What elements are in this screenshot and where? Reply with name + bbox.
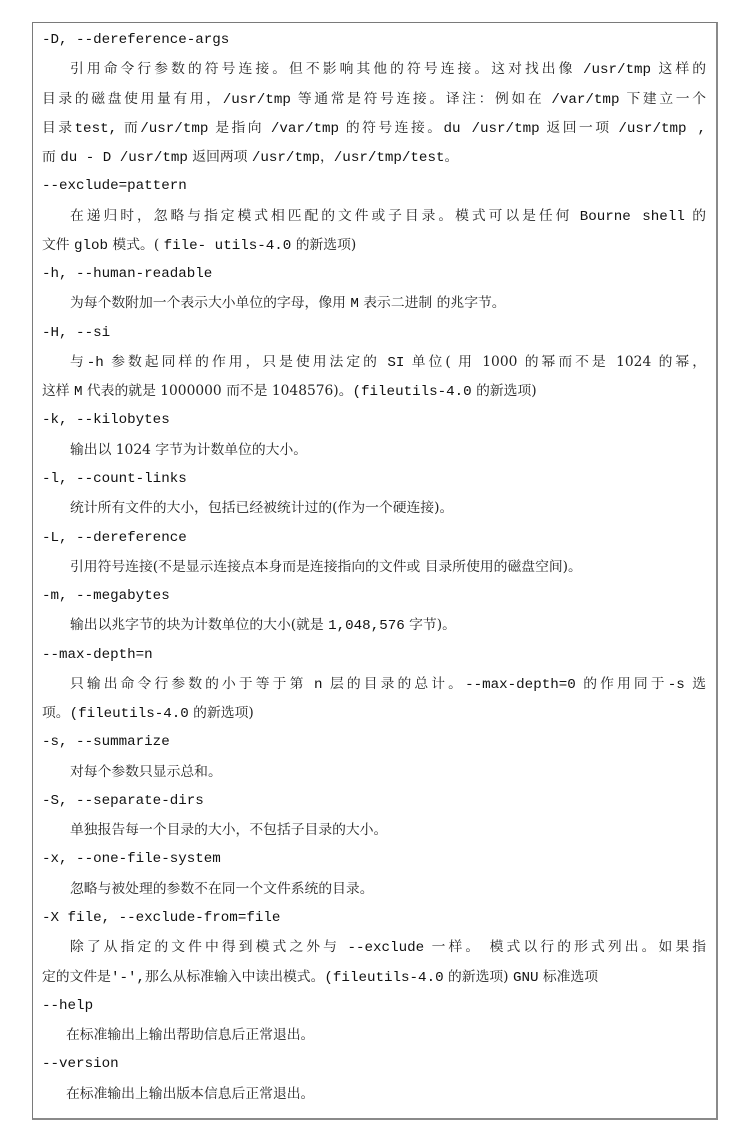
option-description-line	[42, 377, 706, 406]
text: 在标准输出上输出版本信息后正常退出。	[66, 1085, 315, 1102]
option-description-line	[42, 611, 706, 640]
text: 只输出命令行参数的小于等于第	[70, 675, 314, 692]
code-text: --exclude	[347, 940, 425, 957]
code-text: -s	[667, 676, 685, 693]
code-text: -h, --human-readable	[42, 266, 213, 283]
option-flag-line	[42, 728, 706, 757]
text: 字节)。	[404, 617, 456, 634]
code-text: M	[73, 384, 83, 401]
text: 这样	[42, 383, 74, 400]
code-text: /usr/tmp ,	[618, 120, 706, 137]
code-text: (fileutils-4.0	[69, 706, 189, 723]
code-text: -S, --separate-dirs	[42, 792, 204, 809]
text: 的作用同于	[575, 675, 668, 692]
code-text: --exclude=pattern	[42, 178, 187, 195]
option-description-line	[42, 758, 706, 787]
option-description-line	[42, 963, 706, 992]
code-text: (fileutils-4.0	[324, 969, 444, 986]
code-text: 1,048,576	[328, 618, 405, 635]
option-description-line	[42, 699, 706, 728]
text: ，	[320, 149, 334, 166]
option-flag-line	[42, 582, 706, 611]
option-flag-line	[42, 26, 706, 55]
text: 而	[42, 149, 61, 166]
option-flag-line	[42, 904, 706, 933]
code-text: -H, --si	[42, 324, 111, 341]
option-description-line	[42, 1021, 706, 1050]
text: 参数起同样的作用，只是使用法定的	[103, 353, 388, 370]
text: 项。	[42, 705, 70, 722]
code-text: /usr/tmp	[222, 91, 291, 108]
option-flag-line	[42, 172, 706, 201]
code-text: du /usr/tmp	[443, 120, 540, 137]
text: 。	[444, 149, 459, 166]
option-description-line	[42, 114, 706, 143]
option-description-line	[42, 816, 706, 845]
text: 这样的	[651, 61, 706, 78]
option-description-line	[42, 494, 706, 523]
option-description-line	[42, 348, 706, 377]
text: 选	[684, 675, 706, 692]
code-text: --max-depth=0	[465, 676, 576, 693]
text: 为每个数附加一个表示大小单位的字母，像用	[70, 295, 351, 312]
text: 引用命令行参数的符号连接。但不影响其他的符号连接。这对找出像	[70, 61, 583, 78]
option-description-line	[42, 289, 706, 318]
text: 是指向	[208, 119, 271, 136]
option-description-line	[42, 1080, 706, 1109]
text: 在递归时，忽略与指定模式相匹配的文件或子目录。模式可以是任何	[70, 207, 580, 224]
text: 单独报告每一个目录的大小，不包括子目录的大小。	[70, 822, 388, 839]
text: 层的目录的总计。	[322, 675, 466, 692]
code-text: -k, --kilobytes	[42, 412, 170, 429]
option-flag-line	[42, 992, 706, 1021]
code-text: -l, --count-links	[42, 470, 187, 487]
option-description-line	[42, 933, 706, 962]
text: 目录	[42, 119, 75, 136]
code-text: '-',	[110, 969, 146, 986]
text: 标准选项	[538, 968, 599, 985]
option-description-line	[42, 143, 706, 172]
code-text: --max-depth=n	[42, 646, 153, 663]
code-text: /usr/tmp	[251, 150, 320, 167]
code-text: SI	[387, 354, 405, 371]
code-text: /var/tmp	[551, 91, 620, 108]
option-flag-line	[42, 465, 706, 494]
option-flag-line	[42, 641, 706, 670]
text: 的新选项)	[291, 236, 357, 253]
text: 输出以兆字节的块为计数单位的大小(就是	[70, 617, 329, 634]
code-text: -h	[86, 354, 104, 371]
text: 返回两项	[187, 149, 252, 166]
code-text: /usr/tmp	[582, 62, 652, 79]
code-text: file- utils-4.0	[163, 237, 292, 254]
option-list	[42, 26, 706, 1109]
option-description-line	[42, 436, 706, 465]
code-text: Bourne shell	[579, 208, 685, 225]
code-text: test,	[74, 120, 118, 137]
code-text: -s, --summarize	[42, 734, 170, 751]
text: 除了从指定的文件中得到模式之外与	[70, 939, 348, 956]
text: 定的文件是	[42, 968, 111, 985]
option-flag-line	[42, 1050, 706, 1079]
code-text: --help	[42, 997, 94, 1014]
text: 输出以 1024 字节为计数单位的大小。	[70, 441, 308, 458]
code-text: --version	[42, 1056, 119, 1073]
option-description-line	[42, 670, 706, 699]
text: 的新选项)	[188, 705, 254, 722]
text: 忽略与被处理的参数不在同一个文件系统的目录。	[70, 880, 374, 897]
code-text: (fileutils-4.0	[352, 384, 472, 401]
text: 引用符号连接(不是显示连接点本身而是连接指向的文件或 目录所使用的磁盘空间)。	[70, 558, 582, 575]
text: 的符号连接。	[339, 119, 444, 136]
option-description-line	[42, 553, 706, 582]
code-text: -m, --megabytes	[42, 588, 170, 605]
text: 返回一项	[539, 119, 619, 136]
text: 代表的就是 1000000 而不是 1048576)。	[82, 383, 353, 400]
code-text: /usr/tmp	[140, 120, 209, 137]
text: 对每个参数只显示总和。	[70, 763, 222, 780]
code-text: -x, --one-file-system	[42, 851, 221, 868]
text: 等通常是符号连接。译注：例如在	[290, 90, 552, 107]
code-text: -D, --dereference-args	[42, 32, 230, 48]
text: 而	[117, 119, 141, 136]
text: 一样。 模式以行的形式列出。如果指	[424, 939, 706, 956]
option-description-line	[42, 85, 706, 114]
option-description-line	[42, 55, 706, 84]
code-text: -L, --dereference	[42, 529, 187, 546]
text: 模式。(	[108, 236, 164, 253]
option-flag-line	[42, 406, 706, 435]
code-text: du - D /usr/tmp	[60, 150, 188, 167]
text: 目录的磁盘使用量有用，	[42, 90, 223, 107]
option-description-line	[42, 875, 706, 904]
document-box	[32, 22, 718, 1120]
text: 单位( 用 1000 的幂而不是 1024 的幂，	[404, 353, 706, 370]
code-text: /var/tmp	[270, 120, 340, 137]
option-flag-line	[42, 524, 706, 553]
text: 下建立一个	[619, 90, 706, 107]
option-flag-line	[42, 260, 706, 289]
option-description-line	[42, 202, 706, 231]
text: 表示二进制 的兆字节。	[358, 295, 506, 312]
code-text: n	[313, 676, 323, 693]
code-text: GNU	[512, 969, 539, 986]
code-text: -X file, --exclude-from=file	[42, 909, 281, 926]
option-flag-line	[42, 787, 706, 816]
text: 文件	[42, 236, 74, 253]
text: 在标准输出上输出帮助信息后正常退出。	[66, 1027, 315, 1044]
text: 统计所有文件的大小，包括已经被统计过的(作为一个硬连接)。	[70, 500, 454, 517]
option-flag-line	[42, 319, 706, 348]
text: 的新选项)	[443, 968, 513, 985]
code-text: /usr/tmp/test	[333, 150, 445, 167]
text: 的	[684, 207, 706, 224]
code-text: M	[350, 296, 359, 313]
text: 与	[70, 353, 87, 370]
text: 的新选项)	[471, 383, 537, 400]
option-description-line	[42, 231, 706, 260]
code-text: glob	[73, 237, 109, 254]
option-flag-line	[42, 845, 706, 874]
text: 那么从标准输入中读出模式。	[145, 968, 325, 985]
